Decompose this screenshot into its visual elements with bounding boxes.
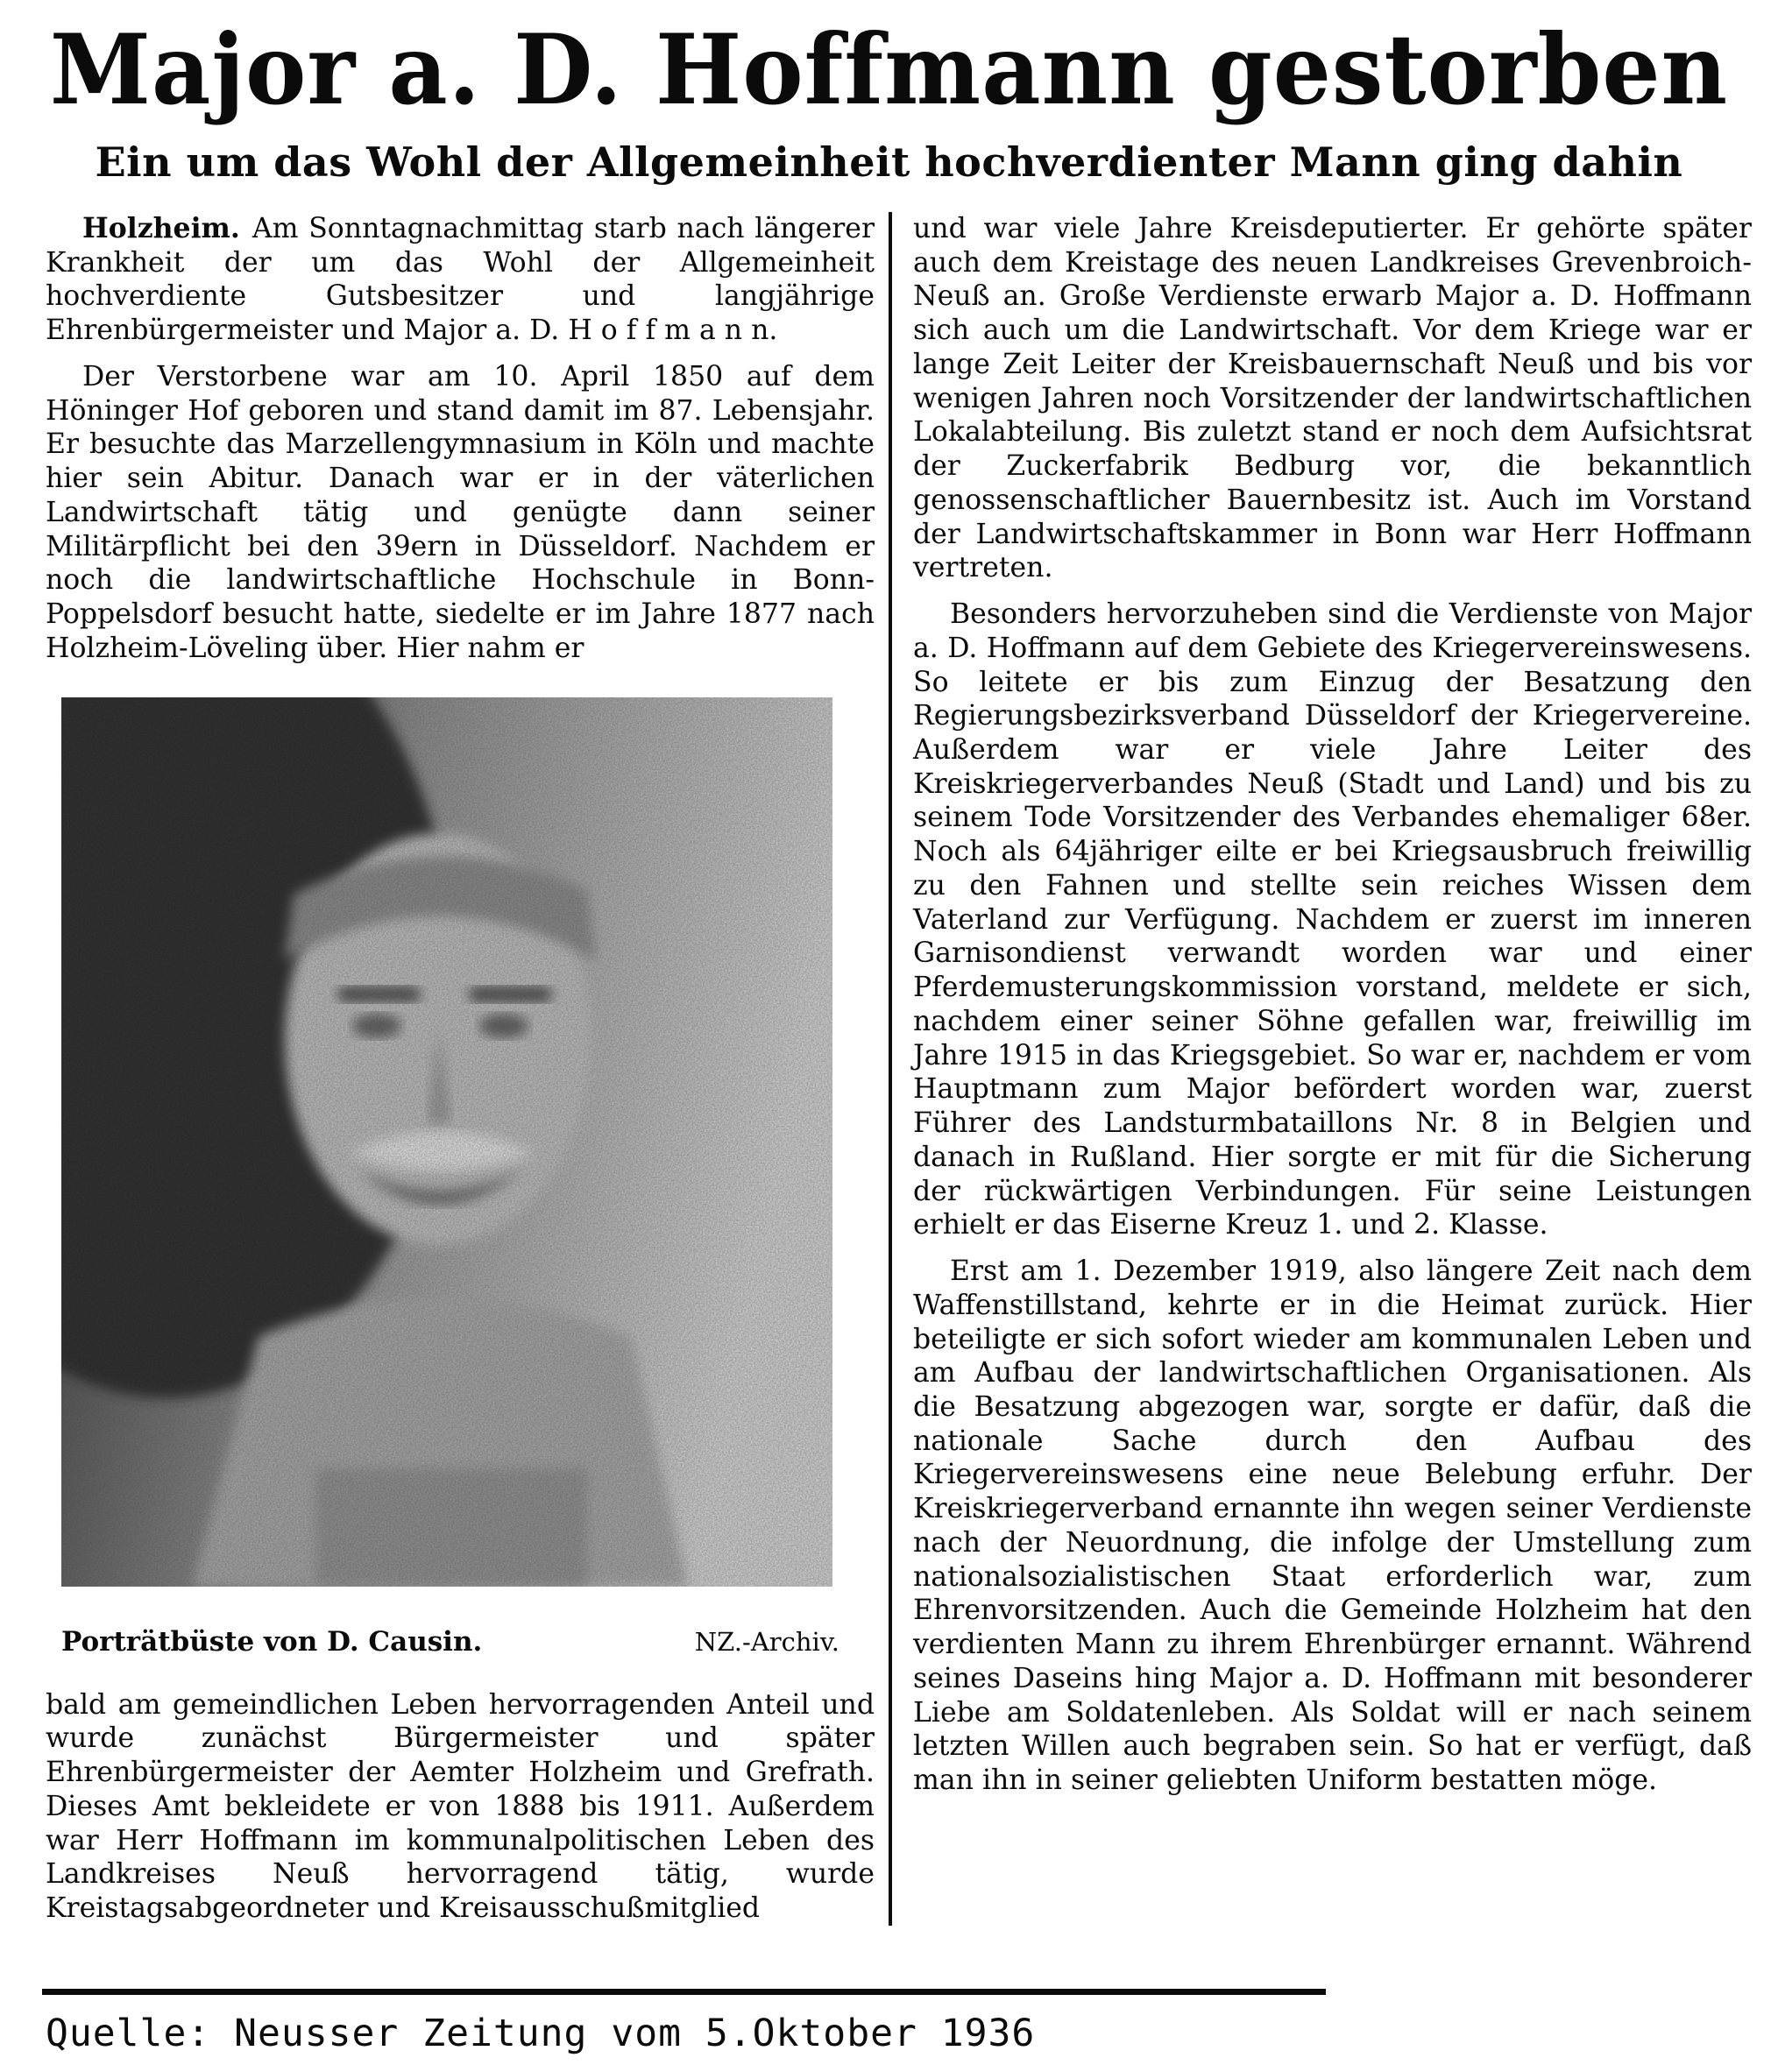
- article-right-column: [889, 212, 1752, 1926]
- paragraph-postwar-return: Erst am 1. Dezember 1919, also längere Zeit nach dem Waffenstillstand, kehrte er in die Heimat zurück. Hier beteiligte er sich sofort wieder am kommunalen Leben und am Aufbau der landwirtschaftlichen Organisationen. Als die Besatzung abgezogen war, sorgte er dafür, daß die nationale Sache durch den Aufbau des Kriegervereinswesens eine neue Belebung erfuhr. Der Kreiskriegerverband ernannte ihn wegen seiner Verdienste nach der Neuordnung, die infolge der Umstellung zum nationalsozialistischen Staat erforderlich war, zum Ehrenvorsitzenden. Auch die Gemeinde Holzheim hat den verdienten Mann zu ihrem Ehrenbürger ernannt. Während seines Daseins hing Major a. D. Hoffmann mit besonderer Liebe am Soldatenleben. Als Soldat will er nach seinem letzten Willen auch begraben sein. So hat er verfügt, daß man ihn in seiner geliebten Uniform bestatten möge.: [913, 1255, 1752, 1797]
- paragraph-biography-continued: bald am gemeindlichen Leben hervorragenden Anteil und wurde zunächst Bürgermeister und später Ehrenbürgermeister der Aemter Holzheim und Grefrath. Dieses Amt bekleidete er von 1888 bis 1911. Außerdem war Herr Hoffmann im kommunalpolitischen Leben des Landkreises Neuß hervorragend tätig, wurde Kreistagsabgeordneter und Kreisausschußmitglied: [46, 1688, 875, 1925]
- paragraph-text: Am Sonntagnachmittag starb nach längerer Krankheit der um das Wohl der Allgemeinheit hochverdiente Gutsbesitzer und langjährige Ehrenbürgermeister und Major a. D. H o f f m a n n.: [46, 213, 875, 347]
- paragraph-veterans-service: Besonders hervorzuheben sind die Verdienste von Major a. D. Hoffmann auf dem Gebiete des Kriegervereinswesens. So leitete er bis zum Einzug der Besatzung den Regierungsbezirksverband Düsseldorf der Kriegervereine. Außerdem war er viele Jahre Leiter des Kreiskriegerverbandes Neuß (Stadt und Land) und bis zu seinem Tode Vorsitzender des Verbandes ehemaliger 68er. Noch als 64jähriger eilte er bei Kriegsausbruch freiwillig zu den Fahnen und stellte sein reiches Wissen dem Vaterland zur Verfügung. Nachdem er zuerst im inneren Garnisondienst verwandt worden war und einer Pferdemusterungskommission vorstand, meldete er sich, nachdem einer seiner Söhne gefallen war, freiwillig im Jahre 1915 in das Kriegsgebiet. So war er, nachdem er vom Hauptmann zum Major befördert worden war, zuerst Führer des Landsturmbataillons Nr. 8 in Belgien und danach in Rußland. Hier sorgte er mit für die Sicherung der rückwärtigen Verbindungen. Für seine Leistungen erhielt er das Eiserne Kreuz 1. und 2. Klasse.: [913, 598, 1752, 1241]
- paragraph-public-offices: und war viele Jahre Kreisdeputierter. Er gehörte später auch dem Kreistage des neuen Landkreises Grevenbroich-Neuß an. Große Verdienste erwarb Major a. D. Hoffmann sich auch um die Landwirtschaft. Vor dem Kriege war er lange Zeit Leiter der Kreisbauernschaft Neuß und bis vor wenigen Jahren noch Vorsitzender der landwirtschaftlichen Lokalabteilung. Bis zuletzt stand er noch dem Aufsichtsrat der Zuckerfabrik Bedburg vor, die bekanntlich genossenschaftlicher Bauernbesitz ist. Auch im Vorstand der Landwirtschaftskammer in Bonn war Herr Hoffmann vertreten.: [913, 213, 1752, 584]
- portrait-photo: [61, 697, 832, 1587]
- source-line: Quelle: Neusser Zeitung vom 5.Oktober 1936: [46, 2012, 1036, 2055]
- page-subtitle: Ein um das Wohl der Allgemeinheit hochverdienter Mann ging dahin: [95, 138, 1683, 186]
- photo-caption: Porträtbüste von D. Causin.: [61, 1625, 483, 1658]
- page-title: Major a. D. Hoffmann gestorben: [49, 12, 1729, 127]
- photo-caption-row: [61, 1625, 839, 1658]
- footer-divider-rule: [42, 1989, 1326, 1995]
- paragraph-obituary-lead: [46, 212, 875, 348]
- photo-credit: NZ.-Archiv.: [694, 1626, 839, 1657]
- dateline: Holzheim.: [82, 212, 240, 244]
- portrait-photo-image: [61, 697, 832, 1587]
- paragraph-biography: Der Verstorbene war am 10. April 1850 auf dem Höninger Hof geboren und stand damit im 87. Lebensjahr. Er besuchte das Marzellengymnasium in Köln und machte hier sein Abitur. Danach war er in der väterlichen Landwirtschaft tätig und genügte dann seiner Militärpflicht bei den 39ern in Düsseldorf. Nachdem er noch die landwirtschaftliche Hochschule in Bonn-Poppelsdorf besucht hatte, siedelte er im Jahre 1877 nach Holzheim-Löveling über. Hier nahm er: [46, 360, 875, 664]
- masthead: [0, 0, 1778, 186]
- article-body: [0, 212, 1778, 1926]
- portrait-figure: [61, 697, 839, 1658]
- article-left-column: [46, 212, 889, 1926]
